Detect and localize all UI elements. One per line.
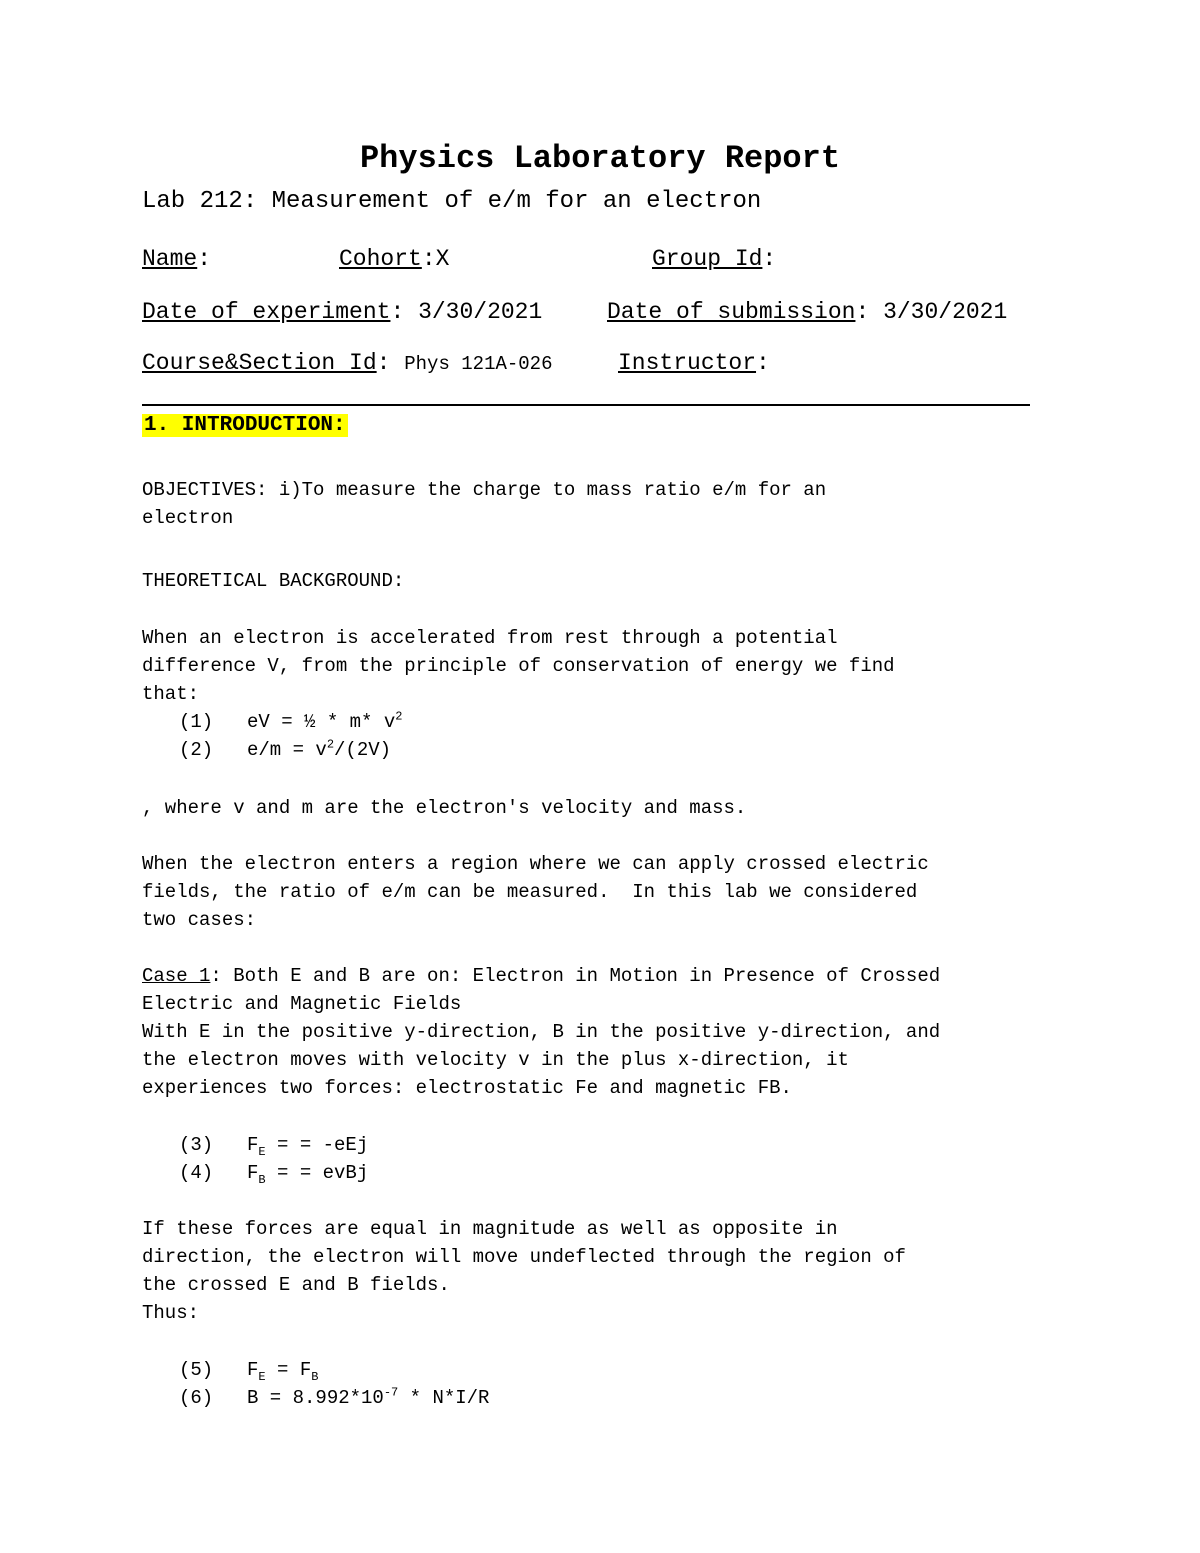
- equation-6: [179, 1384, 489, 1412]
- equation-text: eV = ½ * m* v: [247, 711, 396, 733]
- equation-1: [179, 708, 402, 736]
- objectives-text: OBJECTIVES: i)To measure the charge to mass ratio e/m for an electron: [142, 479, 827, 529]
- equation-5: [179, 1356, 318, 1384]
- header-divider: [142, 404, 1030, 406]
- background-paragraph: When an electron is accelerated from rest through a potential difference V, from the principle of conservation of energy we find that:: [142, 627, 895, 705]
- subscript: B: [258, 1172, 266, 1187]
- instructor-field: Instructor:: [618, 350, 770, 376]
- introduction-heading: 1. INTRODUCTION:: [144, 414, 346, 437]
- equation-number: (2): [179, 739, 214, 761]
- equation-text: F: [247, 1359, 259, 1381]
- equation-number: (5): [179, 1359, 214, 1381]
- case1-paragraph: Electric and Magnetic Fields With E in the positive y-direction, B in the positive y-direction, and the electron moves with velocity v in the plus x-direction, it experiences two forces: electrostatic Fe and magnetic FB.: [142, 993, 941, 1099]
- equation-text: e/m = v: [247, 739, 327, 761]
- equation-text: = evBj: [299, 1162, 369, 1184]
- course-field: Course&Section Id: Phys 121A-026: [142, 350, 553, 376]
- velocity-note: , where v and m are the electron's velocity and mass.: [142, 797, 747, 819]
- date-submission-field: Date of submission: 3/30/2021: [607, 299, 1008, 325]
- name-label: Name: [142, 246, 198, 272]
- equation-text: =: [265, 1134, 300, 1156]
- page-title: Physics Laboratory Report: [359, 140, 841, 177]
- case1-text: : Both E and B are on: Electron in Motion in Presence of Crossed: [210, 965, 941, 987]
- case1-heading: [142, 962, 940, 990]
- equal-forces-paragraph: If these forces are equal in magnitude as well as opposite in direction, the electron will move undeflected through the region of the crossed E and B fields. Thus:: [142, 1218, 906, 1324]
- superscript: -7: [383, 1385, 399, 1400]
- lab-subtitle: Lab 212: Measurement of e/m for an electron: [142, 188, 762, 215]
- equation-number: (1): [179, 711, 214, 733]
- equation-text: F: [247, 1134, 259, 1156]
- equation-text: /(2V): [334, 739, 392, 761]
- instructor-label: Instructor: [618, 350, 757, 376]
- date-submission-value: 3/30/2021: [883, 299, 1008, 325]
- equation-number: (4): [179, 1162, 214, 1184]
- equation-text: B = 8.992*10: [247, 1387, 384, 1409]
- superscript: 2: [395, 709, 403, 724]
- background-heading: THEORETICAL BACKGROUND:: [142, 570, 405, 592]
- subscript: E: [258, 1144, 266, 1159]
- equation-text: F: [247, 1162, 259, 1184]
- subscript: B: [311, 1369, 319, 1384]
- course-value: Phys 121A-026: [404, 353, 553, 375]
- subscript: E: [258, 1369, 266, 1384]
- cohort-label: Cohort: [339, 246, 422, 272]
- equation-text: * N*I/R: [398, 1387, 490, 1409]
- equation-text: F: [299, 1359, 312, 1381]
- equation-2: [179, 736, 391, 764]
- date-experiment-value: 3/30/2021: [418, 299, 543, 325]
- equation-text: =: [265, 1162, 300, 1184]
- superscript: 2: [326, 737, 335, 752]
- case1-label: Case 1: [142, 965, 211, 987]
- group-field: Group Id:: [652, 246, 777, 272]
- cohort-value: X: [435, 246, 450, 272]
- equation-text: = -eEj: [299, 1134, 369, 1156]
- date-submission-label: Date of submission: [607, 299, 856, 325]
- equation-3: [179, 1131, 368, 1159]
- course-label: Course&Section Id: [142, 350, 377, 376]
- name-field: Name:: [142, 246, 212, 272]
- equation-number: (6): [179, 1387, 214, 1409]
- equation-4: [179, 1159, 368, 1187]
- date-experiment-label: Date of experiment: [142, 299, 391, 325]
- equation-number: (3): [179, 1134, 214, 1156]
- group-label: Group Id: [652, 246, 763, 272]
- cohort-field: Cohort:X: [339, 246, 450, 272]
- crossed-fields-paragraph: When the electron enters a region where we can apply crossed electric fields, the ratio of e/m can be measured. In this lab we considered two cases:: [142, 853, 929, 931]
- equation-text: =: [265, 1359, 300, 1381]
- date-experiment-field: Date of experiment: 3/30/2021: [142, 299, 543, 325]
